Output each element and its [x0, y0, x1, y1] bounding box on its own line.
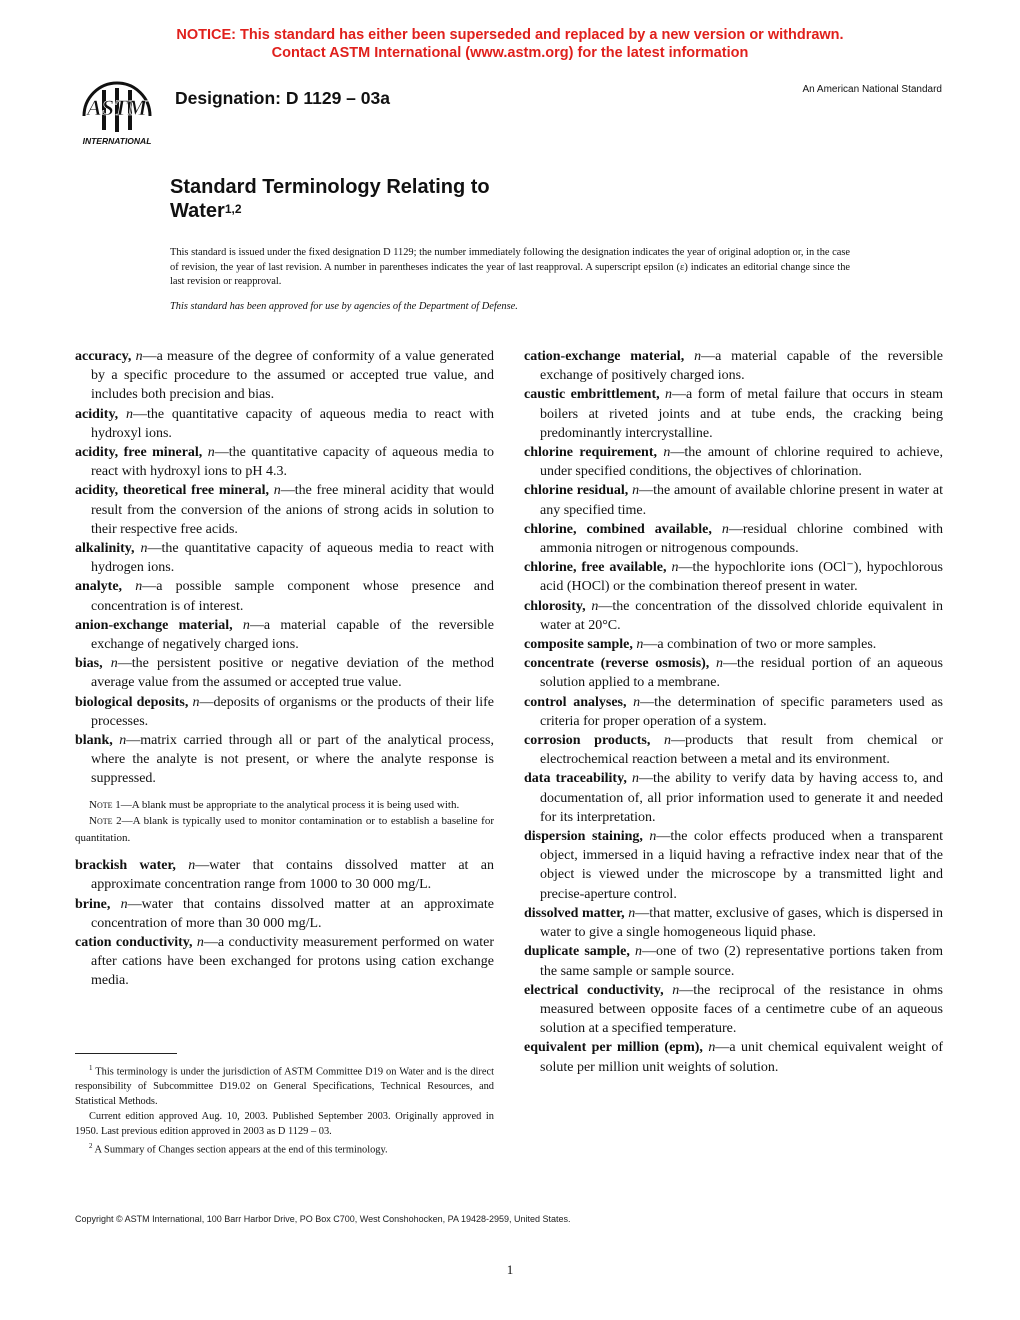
entry-term: dispersion staining, [524, 829, 643, 845]
glossary-entry [75, 731, 494, 789]
entry-definition: —the amount of available chlorine present in water at any specified time. [540, 483, 944, 518]
entry-part-of-speech: n [125, 406, 133, 422]
glossary-entry [524, 597, 943, 635]
copyright-line: Copyright © ASTM International, 100 Barr Harbor Drive, PO Box C700, West Conshohocken, PA 19428-2959, United States. [75, 1214, 571, 1224]
entry-part-of-speech: n [135, 579, 143, 595]
page-number: 1 [506, 1262, 514, 1277]
glossary-entry [75, 856, 494, 894]
glossary-entry [75, 616, 494, 654]
glossary-entry [75, 481, 494, 539]
entry-definition: —the color effects produced when a transparent object, immersed in a liquid having a refractive index near that of the object is viewed under the microscope by a transmitted light and precise-aperture control. [540, 829, 943, 902]
entry-definition: —a unit chemical equivalent weight of solute per million unit weights of solution. [540, 1040, 944, 1075]
entry-part-of-speech: n [665, 387, 673, 403]
glossary-entry [524, 520, 943, 558]
entry-part-of-speech: n [721, 521, 729, 537]
designation: Designation: D 1129 – 03a [175, 88, 390, 108]
entry-term: chlorine requirement, [524, 445, 657, 461]
glossary-entry [524, 769, 943, 827]
entry-part-of-speech: n [708, 1040, 716, 1056]
entry-definition: —products that result from chemical or electrochemical reaction between a metal and its environment. [540, 733, 944, 768]
entry-term: brine, [75, 896, 111, 912]
glossary-entry [524, 1038, 943, 1076]
entry-part-of-speech: n [664, 733, 671, 749]
entry-part-of-speech: n [671, 560, 679, 576]
right-terms-list [524, 347, 943, 1077]
entry-term: acidity, [75, 406, 119, 422]
entry-term: duplicate sample, [524, 944, 630, 960]
notice-line-2: Contact ASTM International (www.astm.org) for the latest information [271, 45, 749, 61]
entry-part-of-speech: n [634, 944, 642, 960]
entry-part-of-speech: n [632, 483, 640, 499]
glossary-entry [524, 981, 943, 1039]
entry-part-of-speech: n [632, 771, 640, 787]
footnote-item [75, 1061, 494, 1109]
entry-definition: —a possible sample component whose presence and concentration is of interest. [91, 579, 495, 614]
entry-part-of-speech: n [649, 829, 657, 845]
entry-term: biological deposits, [75, 694, 189, 710]
entry-term: anion-exchange material, [75, 617, 233, 633]
glossary-entry [75, 693, 494, 731]
entry-term: corrosion products, [524, 733, 651, 749]
entry-definition: —a material capable of the reversible exchange of negatively charged ions. [91, 617, 495, 653]
title-footnote-marks: 1,2 [224, 202, 242, 216]
entry-part-of-speech: n [636, 637, 644, 653]
entry-part-of-speech: n [242, 617, 250, 633]
entry-part-of-speech: n [663, 445, 671, 461]
entry-definition: —the determination of specific parameters used as criteria for proper operation of a system. [540, 694, 944, 729]
glossary-entry [75, 654, 494, 692]
footnotes [75, 1061, 494, 1158]
entry-term: chlorine, combined available, [524, 521, 712, 537]
entry-term: accuracy, [75, 349, 132, 364]
notice-line-1: NOTICE: This standard has either been superseded and replaced by a new version or withdrawn. [176, 27, 844, 43]
footnote-text: Current edition approved Aug. 10, 2003. Published September 2003. Originally approved in 1950. Last previous edition approved in 2003 as D 1129 – 03. [75, 1111, 494, 1138]
entry-part-of-speech: n [119, 733, 127, 749]
left-terms-list-continued [75, 856, 494, 990]
entry-term: composite sample, [524, 637, 633, 653]
entry-term: concentrate (reverse osmosis), [524, 656, 710, 672]
glossary-entry [524, 827, 943, 904]
entry-definition: —the quantitative capacity of aqueous media to react with hydroxyl ions. [91, 406, 495, 441]
footnote-text: This terminology is under the jurisdiction of ASTM Committee D19 on Water and is the direct responsibility of Subcommittee D19.02 on General Specifications, Technical Resources, and Statistical Methods. [75, 1066, 494, 1108]
note-item [75, 797, 494, 814]
entry-part-of-speech: n [716, 656, 723, 672]
entry-part-of-speech: n [140, 541, 148, 557]
note-label: Note 1 [89, 798, 121, 811]
entry-definition: —a material capable of the reversible exchange of positively charged ions. [540, 349, 943, 384]
glossary-entry [524, 558, 943, 596]
glossary-entry [524, 693, 943, 731]
right-column [524, 347, 943, 1077]
entry-term: equivalent per million (epm), [524, 1040, 703, 1056]
footnote-mark: 1 [89, 1064, 93, 1072]
entry-definition: —a combination of two or more samples. [643, 637, 877, 653]
glossary-entry [524, 443, 943, 481]
entry-definition: —the hypochlorite ions (OCl⁻), hypochlorous acid (HOCl) or the combination thereof present in water. [540, 560, 944, 595]
glossary-entry [524, 904, 943, 942]
entry-definition: —the reciprocal of the resistance in ohms measured between opposite faces of a centimetre cube of an aqueous solution at a specified temperature. [540, 982, 943, 1037]
entry-part-of-speech: n [192, 694, 200, 710]
entry-definition: —residual chlorine combined with ammonia nitrogen or nitrogenous compounds. [540, 521, 943, 557]
entry-definition: —the residual portion of an aqueous solution applied to a membrane. [540, 656, 944, 691]
entry-term: acidity, theoretical free mineral, [75, 483, 270, 499]
entry-term: electrical conductivity, [524, 982, 664, 998]
entry-term: data traceability, [524, 771, 627, 787]
entry-part-of-speech: n [273, 483, 281, 499]
entry-definition: —the concentration of the dissolved chloride equivalent in water at 20°C. [540, 598, 944, 633]
note-text: —A blank is typically used to monitor contamination or to establish a baseline for quantitation. [75, 815, 494, 844]
logo-letters: ASTM [87, 95, 147, 120]
entry-term: brackish water, [75, 858, 176, 874]
entry-term: chlorosity, [524, 598, 586, 614]
entry-term: analyte, [75, 579, 123, 595]
entry-part-of-speech: n [120, 896, 128, 912]
entry-definition: —the free mineral acidity that would result from the conversion of the anions of strong acids in solution to their respective free acids. [91, 483, 494, 537]
entry-part-of-speech: n [110, 656, 118, 672]
entry-part-of-speech: n [628, 905, 636, 921]
footnote-item [75, 1109, 494, 1139]
entry-definition: —water that contains dissolved matter at an approximate concentration range from 1000 to 30 000 mg/L. [91, 858, 494, 893]
left-column [75, 347, 494, 991]
left-terms-list [75, 347, 494, 789]
entry-part-of-speech: n [694, 349, 702, 364]
logo-subtext: INTERNATIONAL [82, 136, 152, 146]
glossary-entry [75, 443, 494, 481]
entry-term: cation-exchange material, [524, 349, 685, 364]
glossary-entry [75, 933, 494, 991]
entry-term: chlorine, free available, [524, 560, 667, 576]
footnote-item [75, 1139, 494, 1157]
entry-term: control analyses, [524, 694, 627, 710]
entry-term: acidity, free mineral, [75, 445, 203, 461]
entry-definition: —the ability to verify data by having access to, and documentation of, all prior information used to generate it and needed for its interpretation. [540, 771, 943, 825]
glossary-entry [75, 347, 494, 405]
glossary-entry [524, 654, 943, 692]
title-line-2: Water [170, 200, 225, 222]
entry-term: dissolved matter, [524, 905, 625, 921]
glossary-entry [524, 481, 943, 519]
entry-part-of-speech: n [207, 445, 215, 461]
footnote-text: A Summary of Changes section appears at the end of this terminology. [94, 1144, 388, 1156]
entry-part-of-speech: n [135, 349, 143, 364]
glossary-entry [75, 577, 494, 615]
note-label: Note 2 [89, 815, 122, 828]
entry-definition: —a form of metal failure that occurs in steam boilers at riveted joints and at tube ends, the cracking being predominantly intercrystalline. [540, 387, 944, 441]
title-line-1: Standard Terminology Relating to [170, 176, 490, 198]
entry-definition: —a conductivity measurement performed on water after cations have been exchanged for protons using cation exchange media. [91, 934, 495, 989]
footnote-divider [75, 1053, 177, 1054]
glossary-entry [524, 731, 943, 769]
notes-block [75, 797, 494, 847]
entry-part-of-speech: n [633, 694, 641, 710]
dod-approval-statement: This standard has been approved for use by agencies of the Department of Defense. [170, 301, 518, 312]
entry-term: caustic embrittlement, [524, 387, 660, 403]
glossary-entry [524, 942, 943, 980]
national-standard-label: An American National Standard [802, 84, 942, 95]
supersession-notice [0, 26, 1020, 62]
entry-definition: —the persistent positive or negative deviation of the method average value from the assumed or accepted true value. [91, 656, 495, 691]
entry-definition: —one of two (2) representative portions taken from the same sample or sample source. [540, 944, 943, 979]
entry-term: chlorine residual, [524, 483, 629, 499]
entry-definition: —the amount of chlorine required to achieve, under specified conditions, the objectives of chlorination. [540, 445, 943, 480]
entry-definition: —that matter, exclusive of gases, which is dispersed in water to give a single homogeneous liquid phase. [540, 905, 944, 941]
glossary-entry [75, 405, 494, 443]
astm-logo [70, 74, 164, 150]
entry-part-of-speech: n [188, 858, 196, 874]
entry-term: blank, [75, 733, 113, 749]
glossary-entry [524, 635, 943, 654]
entry-part-of-speech: n [672, 982, 680, 998]
glossary-entry [75, 895, 494, 933]
entry-definition: —water that contains dissolved matter at an approximate concentration of more than 30 000 mg/L. [91, 896, 494, 931]
glossary-entry [75, 539, 494, 577]
entry-definition: —a measure of the degree of conformity of a value generated by a specific procedure to the assumed or accepted true value, and includes both precision and bias. [91, 349, 494, 403]
note-text: —A blank must be appropriate to the analytical process it is being used with. [120, 798, 460, 811]
entry-part-of-speech: n [196, 934, 204, 950]
entry-definition: —matrix carried through all or part of the analytical process, where the analyte is not present, or where the analyte response is suppressed. [91, 733, 495, 787]
entry-definition: —the quantitative capacity of aqueous media to react with hydrogen ions. [91, 541, 495, 576]
note-item [75, 813, 494, 846]
glossary-entry [524, 385, 943, 443]
entry-term: cation conductivity, [75, 934, 193, 950]
page-title [170, 175, 670, 223]
entry-part-of-speech: n [591, 598, 599, 614]
entry-term: alkalinity, [75, 541, 135, 557]
entry-definition: —the quantitative capacity of aqueous media to react with hydroxyl ions to pH 4.3. [91, 445, 495, 480]
issuance-statement: This standard is issued under the fixed designation D 1129; the number immediately following the designation indicates the year of original adoption or, in the case of revision, the year of last revision. A number in parentheses indicates the year of last reapproval. A superscript epsilon (ε) indicates an editorial change since the last revision or reapproval. [170, 247, 850, 287]
entry-definition: —deposits of organisms or the products of their life processes. [91, 694, 494, 729]
entry-term: bias, [75, 656, 103, 672]
glossary-entry [524, 347, 943, 385]
footnote-mark: 2 [89, 1142, 93, 1151]
